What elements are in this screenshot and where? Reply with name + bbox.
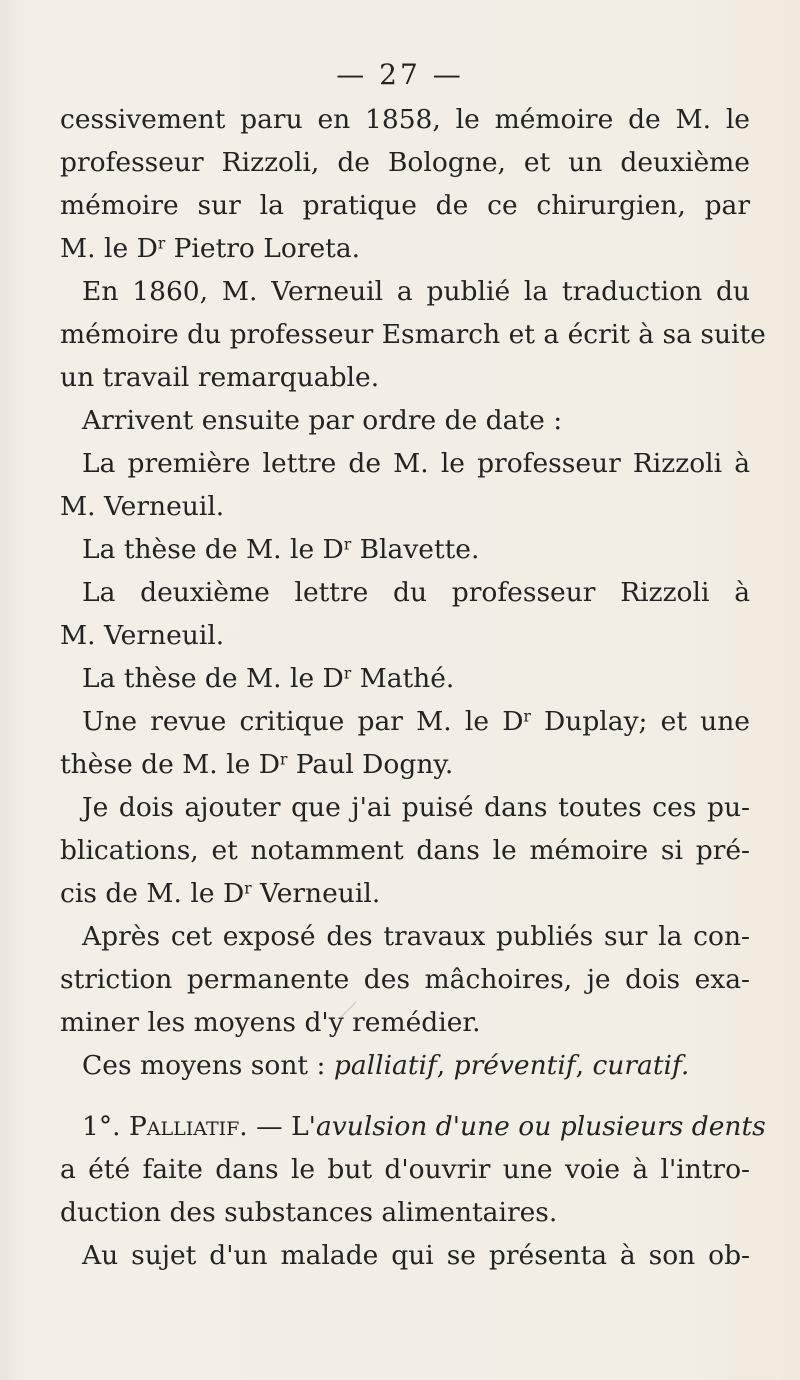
page-number: — 27 —	[336, 58, 464, 91]
paragraph-start: La première lettre de M. le professeur Rizzoli à	[82, 448, 750, 479]
paragraph-start: Je dois ajouter que j'ai puisé dans toutes ces pu-	[82, 792, 750, 823]
paragraph-start: La thèse de M. le $D^r$ Mathé.	[82, 663, 455, 694]
text-line: blications, et notamment dans le mémoire si pré-	[60, 835, 750, 866]
section-heading-line: 1°. Palliatif. — L'avulsion d'une ou plusieurs dents	[82, 1111, 766, 1142]
text-line: un travail remarquable.	[60, 362, 380, 393]
text-line: thèse de M. le $D^r$ Paul Dogny.	[60, 749, 454, 780]
italic-term: palliatif	[333, 1050, 437, 1081]
text-line: mémoire sur la pratique de ce chirurgien, par	[60, 190, 750, 221]
paragraph-start: Arrivent ensuite par ordre de date :	[82, 405, 563, 436]
text-line: cessivement paru en 1858, le mémoire de M. le	[60, 104, 750, 135]
text-line: M. Verneuil.	[60, 491, 225, 522]
body-text	[60, 98, 766, 1277]
paragraph-start: Une revue critique par M. le $D^r$ Duplay; et une	[82, 706, 750, 737]
section-heading: Palliatif.	[128, 1111, 248, 1142]
ink-mark	[338, 1000, 358, 1020]
text-line: M. le $D^r$ Pietro Loreta.	[60, 233, 361, 264]
text-line: M. Verneuil.	[60, 620, 225, 651]
italic-term: préventif	[453, 1050, 576, 1081]
text-line: professeur Rizzoli, de Bologne, et un deuxième	[60, 147, 750, 178]
paragraph-start: Après cet exposé des travaux publiés sur la con-	[82, 921, 750, 952]
text-line: mémoire du professeur Esmarch et a écrit à sa suite	[60, 319, 766, 350]
paragraph-start: En 1860, M. Verneuil a publié la traduction du	[82, 276, 750, 307]
italic-term: avulsion d'une ou plusieurs dents	[315, 1111, 766, 1142]
text-line: a été faite dans le but d'ouvrir une voie à l'intro-	[60, 1154, 750, 1185]
paragraph-start: La thèse de M. le $D^r$ Blavette.	[82, 534, 480, 565]
paragraph-start: La deuxième lettre du professeur Rizzoli à	[82, 577, 750, 608]
paragraph-start: Ces moyens sont : palliatif, préventif, curatif.	[82, 1050, 690, 1081]
italic-term: curatif.	[592, 1050, 690, 1081]
text-line: miner les moyens d'y remédier.	[60, 1007, 481, 1038]
text-line: cis de M. le $D^r$ Verneuil.	[60, 878, 381, 909]
text-line: striction permanente des mâchoires, je dois exa-	[60, 964, 750, 995]
text-line: duction des substances alimentaires.	[60, 1197, 558, 1228]
paragraph-start: Au sujet d'un malade qui se présenta à son ob-	[82, 1240, 750, 1271]
